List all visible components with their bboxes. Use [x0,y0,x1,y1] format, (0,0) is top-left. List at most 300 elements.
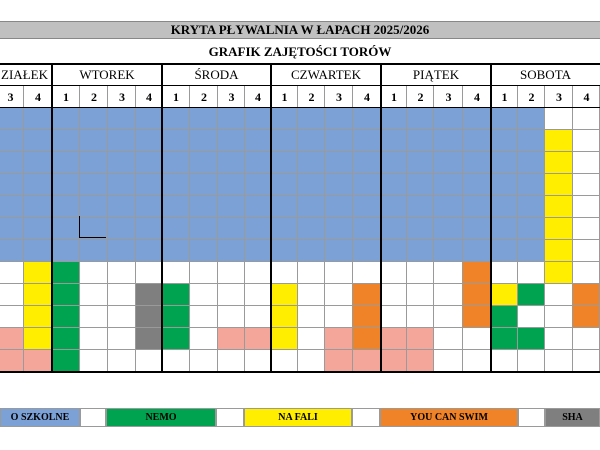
slot-cell[interactable] [162,152,190,174]
slot-cell[interactable] [545,218,573,240]
cell-mark [79,216,80,238]
slot-cell[interactable] [518,130,545,152]
lane-header-cell [162,86,190,108]
slot-cell[interactable] [52,130,80,152]
slot-cell[interactable] [218,350,245,372]
slot-cell[interactable] [518,240,545,262]
slot-cell[interactable] [136,174,162,196]
slot-cell[interactable] [463,306,491,328]
slot-cell[interactable] [573,350,600,372]
slot-cell[interactable] [24,196,52,218]
slot-cell[interactable] [162,350,190,372]
slot-cell[interactable] [136,152,162,174]
slot-cell[interactable] [0,174,24,196]
slot-cell[interactable] [407,218,434,240]
row-divider [0,371,600,373]
slot-cell[interactable] [80,196,108,218]
slot-cell[interactable] [52,328,80,350]
slot-cell[interactable] [108,328,136,350]
row-divider [0,63,600,65]
slot-cell[interactable] [491,284,518,306]
slot-cell[interactable] [434,350,463,372]
slot-cell[interactable] [353,108,381,130]
slot-cell[interactable] [463,218,491,240]
lane-number: 3 [7,90,14,104]
slot-cell[interactable] [434,196,463,218]
lane-header-cell [407,86,434,108]
slot-cell[interactable] [518,350,545,372]
slot-cell[interactable] [353,262,381,284]
slot-cell[interactable] [381,196,407,218]
cell-mark [79,237,106,238]
slot-cell[interactable] [24,130,52,152]
slot-cell[interactable] [218,284,245,306]
slot-cell[interactable] [108,196,136,218]
slot-cell[interactable] [245,328,271,350]
slot-cell[interactable] [52,152,80,174]
slot-cell[interactable] [218,152,245,174]
slot-cell[interactable] [491,240,518,262]
slot-cell[interactable] [24,218,52,240]
slot-cell[interactable] [545,306,573,328]
slot-cell[interactable] [271,306,298,328]
slot-cell[interactable] [491,130,518,152]
slot-cell[interactable] [136,262,162,284]
slot-cell[interactable] [573,240,600,262]
slot-cell[interactable] [271,218,298,240]
slot-cell[interactable] [218,130,245,152]
slot-cell[interactable] [545,108,573,130]
slot-cell[interactable] [136,284,162,306]
slot-cell[interactable] [491,196,518,218]
lane-header-cell [136,86,162,108]
slot-cell[interactable] [463,240,491,262]
slot-cell[interactable] [573,152,600,174]
slot-cell[interactable] [325,328,353,350]
slot-cell[interactable] [24,152,52,174]
day-header: PIĄTEK [412,67,460,82]
slot-cell[interactable] [245,108,271,130]
slot-cell[interactable] [136,130,162,152]
slot-cell[interactable] [52,284,80,306]
slot-cell[interactable] [381,306,407,328]
slot-cell[interactable] [434,328,463,350]
slot-cell[interactable] [218,262,245,284]
slot-cell[interactable] [298,218,325,240]
slot-cell[interactable] [52,174,80,196]
lane-number: 1 [63,90,69,104]
slot-cell[interactable] [407,130,434,152]
slot-cell[interactable] [136,218,162,240]
slot-cell[interactable] [136,196,162,218]
slot-cell[interactable] [24,350,52,372]
slot-cell[interactable] [162,196,190,218]
slot-cell[interactable] [298,240,325,262]
slot-cell[interactable] [518,152,545,174]
lane-number: 2 [528,90,535,104]
slot-cell[interactable] [136,350,162,372]
slot-cell[interactable] [271,284,298,306]
slot-cell[interactable] [434,174,463,196]
slot-cell[interactable] [136,108,162,130]
lane-header-cell [298,86,325,108]
slot-cell[interactable] [434,306,463,328]
slot-cell[interactable] [381,240,407,262]
slot-cell[interactable] [573,130,600,152]
slot-cell[interactable] [190,218,218,240]
slot-cell[interactable] [190,174,218,196]
slot-cell[interactable] [0,328,24,350]
slot-cell[interactable] [218,174,245,196]
slot-cell[interactable] [108,240,136,262]
slot-cell[interactable] [271,328,298,350]
slot-cell[interactable] [298,174,325,196]
slot-cell[interactable] [407,306,434,328]
slot-cell[interactable] [24,108,52,130]
slot-cell[interactable] [545,152,573,174]
slot-cell[interactable] [518,174,545,196]
slot-cell[interactable] [245,262,271,284]
slot-cell[interactable] [108,218,136,240]
slot-cell[interactable] [271,262,298,284]
slot-cell[interactable] [80,240,108,262]
slot-cell[interactable] [271,240,298,262]
slot-cell[interactable] [80,328,108,350]
slot-cell[interactable] [218,306,245,328]
lane-number: 2 [308,90,315,104]
slot-cell[interactable] [271,108,298,130]
slot-cell[interactable] [245,306,271,328]
legend-item: NA FALI [244,408,352,427]
legend-item: SHA [545,408,600,427]
slot-cell[interactable] [381,218,407,240]
slot-cell[interactable] [325,284,353,306]
slot-cell[interactable] [162,328,190,350]
lane-number: 2 [91,90,97,104]
day-divider [490,63,492,372]
slot-cell[interactable] [80,152,108,174]
slot-cell[interactable] [407,152,434,174]
slot-cell[interactable] [298,152,325,174]
slot-cell[interactable] [434,262,463,284]
slot-cell[interactable] [325,350,353,372]
slot-cell[interactable] [545,174,573,196]
slot-cell[interactable] [298,130,325,152]
slot-cell[interactable] [407,262,434,284]
slot-cell[interactable] [518,262,545,284]
slot-cell[interactable] [162,284,190,306]
slot-cell[interactable] [325,262,353,284]
lane-number: 4 [583,90,590,104]
slot-cell[interactable] [80,262,108,284]
slot-cell[interactable] [545,130,573,152]
lane-header-cell [518,86,545,108]
slot-cell[interactable] [245,218,271,240]
slot-cell[interactable] [573,284,600,306]
lane-header-cell [80,86,108,108]
slot-cell[interactable] [245,152,271,174]
slot-cell[interactable] [518,108,545,130]
slot-cell[interactable] [80,306,108,328]
slot-cell[interactable] [325,108,353,130]
slot-cell[interactable] [491,108,518,130]
slot-cell[interactable] [298,306,325,328]
slot-cell[interactable] [463,284,491,306]
slot-cell[interactable] [463,196,491,218]
slot-cell[interactable] [434,218,463,240]
legend-item: NEMO [106,408,216,427]
slot-cell[interactable] [80,350,108,372]
day-header: ŚRODA [194,67,239,82]
slot-cell[interactable] [491,218,518,240]
slot-cell[interactable] [108,130,136,152]
slot-cell[interactable] [434,240,463,262]
slot-cell[interactable] [271,130,298,152]
slot-cell[interactable] [190,284,218,306]
slot-cell[interactable] [407,196,434,218]
lane-number: 3 [445,90,452,104]
slot-cell[interactable] [491,262,518,284]
slot-cell[interactable] [0,218,24,240]
slot-cell[interactable] [0,130,24,152]
slot-cell[interactable] [52,306,80,328]
slot-cell[interactable] [245,240,271,262]
lane-header-cell [52,86,80,108]
slot-cell[interactable] [381,328,407,350]
slot-cell[interactable] [0,262,24,284]
slot-cell[interactable] [407,350,434,372]
slot-cell[interactable] [545,350,573,372]
slot-cell[interactable] [271,152,298,174]
slot-cell[interactable] [218,240,245,262]
slot-cell[interactable] [52,350,80,372]
slot-cell[interactable] [573,262,600,284]
slot-cell[interactable] [407,240,434,262]
slot-cell[interactable] [271,196,298,218]
slot-cell[interactable] [381,152,407,174]
slot-cell[interactable] [434,108,463,130]
slot-cell[interactable] [298,108,325,130]
slot-cell[interactable] [162,174,190,196]
slot-cell[interactable] [518,284,545,306]
slot-cell[interactable] [245,174,271,196]
slot-cell[interactable] [545,328,573,350]
slot-cell[interactable] [24,174,52,196]
slot-cell[interactable] [407,328,434,350]
slot-cell[interactable] [108,152,136,174]
slot-cell[interactable] [190,196,218,218]
slot-cell[interactable] [162,108,190,130]
slot-cell[interactable] [518,196,545,218]
slot-cell[interactable] [0,108,24,130]
legend-spacer [216,408,244,427]
slot-cell[interactable] [353,284,381,306]
slot-cell[interactable] [573,328,600,350]
slot-cell[interactable] [0,196,24,218]
slot-cell[interactable] [325,240,353,262]
slot-cell[interactable] [108,262,136,284]
slot-cell[interactable] [491,152,518,174]
slot-cell[interactable] [434,284,463,306]
slot-cell[interactable] [545,240,573,262]
slot-cell[interactable] [298,328,325,350]
slot-cell[interactable] [80,174,108,196]
slot-cell[interactable] [518,218,545,240]
slot-cell[interactable] [190,240,218,262]
slot-cell[interactable] [407,174,434,196]
lane-header-cell [545,86,573,108]
slot-cell[interactable] [190,328,218,350]
slot-cell[interactable] [353,218,381,240]
slot-cell[interactable] [190,108,218,130]
slot-cell[interactable] [52,108,80,130]
slot-cell[interactable] [407,108,434,130]
slot-cell[interactable] [108,174,136,196]
slot-cell[interactable] [52,196,80,218]
slot-cell[interactable] [52,262,80,284]
slot-cell[interactable] [190,152,218,174]
slot-cell[interactable] [491,350,518,372]
slot-cell[interactable] [245,196,271,218]
slot-cell[interactable] [573,218,600,240]
lane-number: 3 [119,90,125,104]
slot-cell[interactable] [573,306,600,328]
slot-cell[interactable] [245,130,271,152]
slot-cell[interactable] [190,350,218,372]
slot-cell[interactable] [381,284,407,306]
slot-cell[interactable] [162,218,190,240]
slot-cell[interactable] [271,174,298,196]
slot-cell[interactable] [162,306,190,328]
slot-cell[interactable] [491,328,518,350]
slot-cell[interactable] [162,240,190,262]
slot-cell[interactable] [245,350,271,372]
slot-cell[interactable] [162,262,190,284]
slot-cell[interactable] [381,108,407,130]
slot-cell[interactable] [353,350,381,372]
slot-cell[interactable] [325,306,353,328]
slot-cell[interactable] [463,328,491,350]
lane-header-cell [190,86,218,108]
slot-cell[interactable] [136,240,162,262]
slot-cell[interactable] [381,350,407,372]
slot-cell[interactable] [573,196,600,218]
slot-cell[interactable] [136,306,162,328]
slot-cell[interactable] [325,174,353,196]
slot-cell[interactable] [491,306,518,328]
slot-cell[interactable] [24,306,52,328]
slot-cell[interactable] [463,152,491,174]
slot-cell[interactable] [24,284,52,306]
slot-cell[interactable] [24,262,52,284]
slot-cell[interactable] [0,306,24,328]
slot-cell[interactable] [463,350,491,372]
slot-cell[interactable] [298,350,325,372]
slot-cell[interactable] [434,152,463,174]
slot-cell[interactable] [573,108,600,130]
slot-cell[interactable] [518,306,545,328]
slot-cell[interactable] [218,108,245,130]
slot-cell[interactable] [353,174,381,196]
slot-cell[interactable] [325,130,353,152]
day-divider [270,63,272,372]
slot-cell[interactable] [162,130,190,152]
slot-cell[interactable] [518,328,545,350]
slot-cell[interactable] [407,284,434,306]
slot-cell[interactable] [298,262,325,284]
slot-cell[interactable] [108,108,136,130]
slot-cell[interactable] [353,196,381,218]
slot-cell[interactable] [218,196,245,218]
slot-cell[interactable] [0,152,24,174]
slot-cell[interactable] [353,240,381,262]
slot-cell[interactable] [545,196,573,218]
slot-cell[interactable] [381,130,407,152]
lane-number: 4 [35,90,41,104]
slot-cell[interactable] [353,328,381,350]
slot-cell[interactable] [0,240,24,262]
lane-number: 2 [417,90,424,104]
slot-cell[interactable] [463,130,491,152]
slot-cell[interactable] [0,284,24,306]
slot-cell[interactable] [491,174,518,196]
slot-cell[interactable] [108,306,136,328]
slot-cell[interactable] [353,152,381,174]
slot-cell[interactable] [381,174,407,196]
slot-cell[interactable] [190,306,218,328]
slot-cell[interactable] [353,130,381,152]
slot-cell[interactable] [24,240,52,262]
slot-cell[interactable] [190,262,218,284]
lane-header-cell [353,86,381,108]
slot-cell[interactable] [463,262,491,284]
slot-cell[interactable] [545,284,573,306]
slot-cell[interactable] [108,284,136,306]
slot-cell[interactable] [80,284,108,306]
slot-cell[interactable] [573,174,600,196]
slot-cell[interactable] [463,108,491,130]
slot-cell[interactable] [52,218,80,240]
slot-cell[interactable] [353,306,381,328]
slot-cell[interactable] [108,350,136,372]
slot-cell[interactable] [218,328,245,350]
slot-cell[interactable] [0,350,24,372]
slot-cell[interactable] [325,218,353,240]
slot-cell[interactable] [52,240,80,262]
day-divider [380,63,382,372]
slot-cell[interactable] [545,262,573,284]
slot-cell[interactable] [80,108,108,130]
slot-cell[interactable] [136,328,162,350]
slot-cell[interactable] [190,130,218,152]
slot-cell[interactable] [24,328,52,350]
slot-cell[interactable] [325,196,353,218]
slot-cell[interactable] [80,130,108,152]
slot-cell[interactable] [381,262,407,284]
slot-cell[interactable] [245,284,271,306]
slot-cell[interactable] [434,130,463,152]
slot-cell[interactable] [298,196,325,218]
lane-number: 3 [556,90,562,104]
lane-number: 4 [146,90,152,104]
slot-cell[interactable] [325,152,353,174]
page-subtitle: GRAFIK ZAJĘTOŚCI TORÓW [208,44,392,59]
slot-cell[interactable] [271,350,298,372]
slot-cell[interactable] [298,284,325,306]
slot-cell[interactable] [463,174,491,196]
slot-cell[interactable] [218,218,245,240]
lane-header-cell [434,86,463,108]
